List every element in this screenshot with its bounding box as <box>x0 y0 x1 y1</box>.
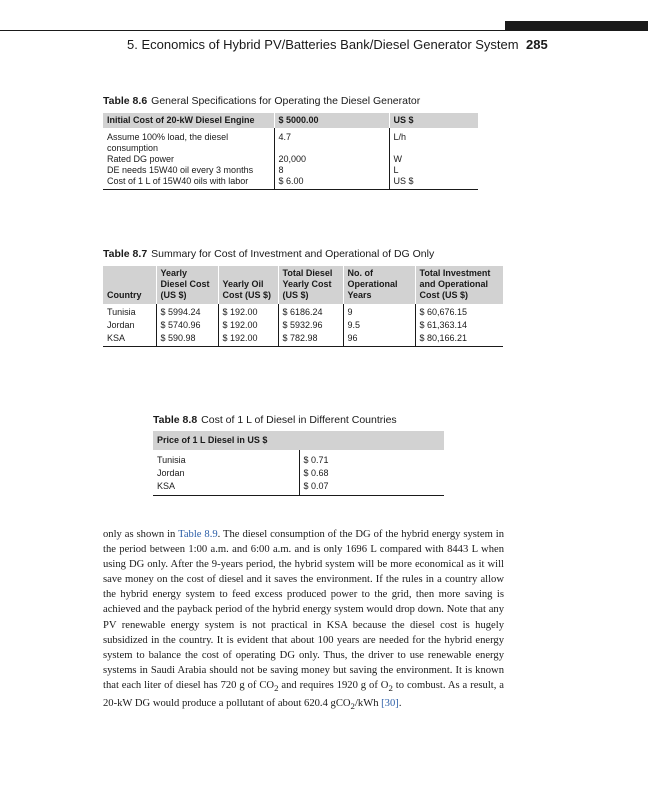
table-cell: KSA <box>103 331 156 347</box>
subscript: 2 <box>350 701 355 712</box>
text-run: and requires 1920 g of O <box>278 679 389 691</box>
table-row <box>103 331 503 347</box>
table-header-row <box>103 113 478 128</box>
table-8-8 <box>153 431 444 496</box>
table-cell: $ 5932.96 <box>278 318 343 331</box>
table-label: Table 8.6 <box>103 95 148 107</box>
header-cell: US $ <box>389 113 478 128</box>
table-8-6-caption <box>103 95 420 107</box>
table-8-9-link[interactable]: Table 8.9 <box>178 529 218 540</box>
table-row <box>103 165 478 176</box>
running-title: 5. Economics of Hybrid PV/Batteries Bank/Diesel Generator System <box>127 37 519 52</box>
table-8-6 <box>103 113 478 190</box>
text-run: . The diesel consumption of the DG of the hybrid energy system in the period between 1:00 a.m. and 6:00 a.m. and is only 1696 L compared with 8443 L when using DG only. After the 9-years period, the hybrid system will be more economical as it will save money on the cost of diesel and it saves the environment. If the rules in a country allow the hybrid energy system to feed excess produced power to the grid, then more saving is achieved and the payback period of the hybrid energy system would drop down. Note that any PV renewable energy system is not practical in KSA because the diesel cost is hugely subsidized in the country. It is evident that about 100 years are needed for the hybrid energy system to balance the cost of operating DG only. Thus, the driver to use renewable energy systems in Saudi Arabia should not be saving money but saving the environment. It is known that each liter of diesel has 720 g of CO <box>103 529 504 691</box>
table-row <box>103 128 478 154</box>
table-row <box>153 468 444 481</box>
table-cell: KSA <box>153 481 299 496</box>
table-cell: L/h <box>393 132 407 142</box>
text-run: only as shown in <box>103 529 179 540</box>
table-cell: $ 60,676.15 <box>419 307 468 317</box>
table-cell: $ 590.98 <box>156 331 218 347</box>
table-title: General Specifications for Operating the Diesel Generator <box>151 95 421 107</box>
table-cell: $ 782.98 <box>278 331 343 347</box>
header-bar <box>505 21 648 30</box>
table-cell: $ 0.07 <box>299 481 444 496</box>
header-cell: No. of Operational Years <box>343 266 415 304</box>
table-cell: Cost of 1 L of 15W40 oils with labor <box>103 176 274 190</box>
table-header-row <box>153 431 444 450</box>
table-cell: $ 192.00 <box>218 304 278 318</box>
header-cell: $ 5000.00 <box>274 113 389 128</box>
table-cell: Tunisia <box>153 450 299 468</box>
body-paragraph <box>103 527 504 714</box>
subscript: 2 <box>274 683 279 694</box>
table-cell: DE needs 15W40 oil every 3 months <box>103 165 274 176</box>
table-row <box>153 481 444 496</box>
table-cell: 9 <box>343 304 415 318</box>
table-title: Summary for Cost of Investment and Operational of DG Only <box>151 248 435 260</box>
table-8-7-caption <box>103 248 434 260</box>
table-title: Cost of 1 L of Diesel in Different Countries <box>201 414 397 426</box>
table-row <box>103 154 478 165</box>
table-cell: $ 61,363.14 <box>419 320 468 330</box>
table-cell: $ 192.00 <box>218 331 278 347</box>
table-cell: US $ <box>389 176 478 190</box>
table-cell: $ 5740.96 <box>156 318 218 331</box>
table-cell: 4.7 <box>274 128 389 154</box>
header-cell: Total Investment and Operational Cost (US $) <box>415 266 503 304</box>
table-cell: $ 5994.24 <box>156 304 218 318</box>
table-cell: Jordan <box>153 468 299 481</box>
header-cell: Yearly Oil Cost (US $) <box>218 266 278 304</box>
citation-link[interactable]: [30] <box>381 698 399 710</box>
table-cell: 8 <box>274 165 389 176</box>
table-cell: Tunisia <box>103 304 156 318</box>
table-cell: $ 6.00 <box>274 176 389 190</box>
table-cell: Assume 100% load, the diesel consumption <box>103 128 274 154</box>
table-cell: L <box>393 165 399 175</box>
table-row <box>153 450 444 468</box>
header-cell: Total Diesel Yearly Cost (US $) <box>278 266 343 304</box>
table-8-8-caption <box>153 414 397 426</box>
table-header-row <box>103 266 503 304</box>
table-cell: $ 6186.24 <box>278 304 343 318</box>
table-cell: Rated DG power <box>103 154 274 165</box>
header-cell: Initial Cost of 20-kW Diesel Engine <box>103 113 274 128</box>
subscript: 2 <box>388 683 393 694</box>
header-cell: Price of 1 L Diesel in US $ <box>153 431 444 450</box>
table-row <box>103 176 478 190</box>
header-cell: Country <box>103 266 156 304</box>
table-label: Table 8.8 <box>153 414 198 426</box>
table-label: Table 8.7 <box>103 248 148 260</box>
header-cell: Yearly Diesel Cost (US $) <box>156 266 218 304</box>
table-cell: $ 0.71 <box>303 455 329 465</box>
table-cell: Jordan <box>103 318 156 331</box>
text-run: . <box>398 698 402 710</box>
table-cell: $ 192.00 <box>218 318 278 331</box>
text-run: /kWh <box>354 698 382 710</box>
table-cell: $ 80,166.21 <box>415 331 503 347</box>
header-rule <box>0 30 648 31</box>
table-cell: 9.5 <box>343 318 415 331</box>
table-cell: W <box>393 154 402 164</box>
table-cell: 20,000 <box>274 154 389 165</box>
table-cell: 96 <box>343 331 415 347</box>
table-row <box>103 304 503 318</box>
page-number: 285 <box>526 37 548 52</box>
text-run: to combust. As a result, a 20-kW DG would produce a pollutant of about 620.4 gCO <box>103 679 504 710</box>
table-8-7 <box>103 266 503 347</box>
table-row <box>103 318 503 331</box>
table-cell: $ 0.68 <box>303 468 329 478</box>
